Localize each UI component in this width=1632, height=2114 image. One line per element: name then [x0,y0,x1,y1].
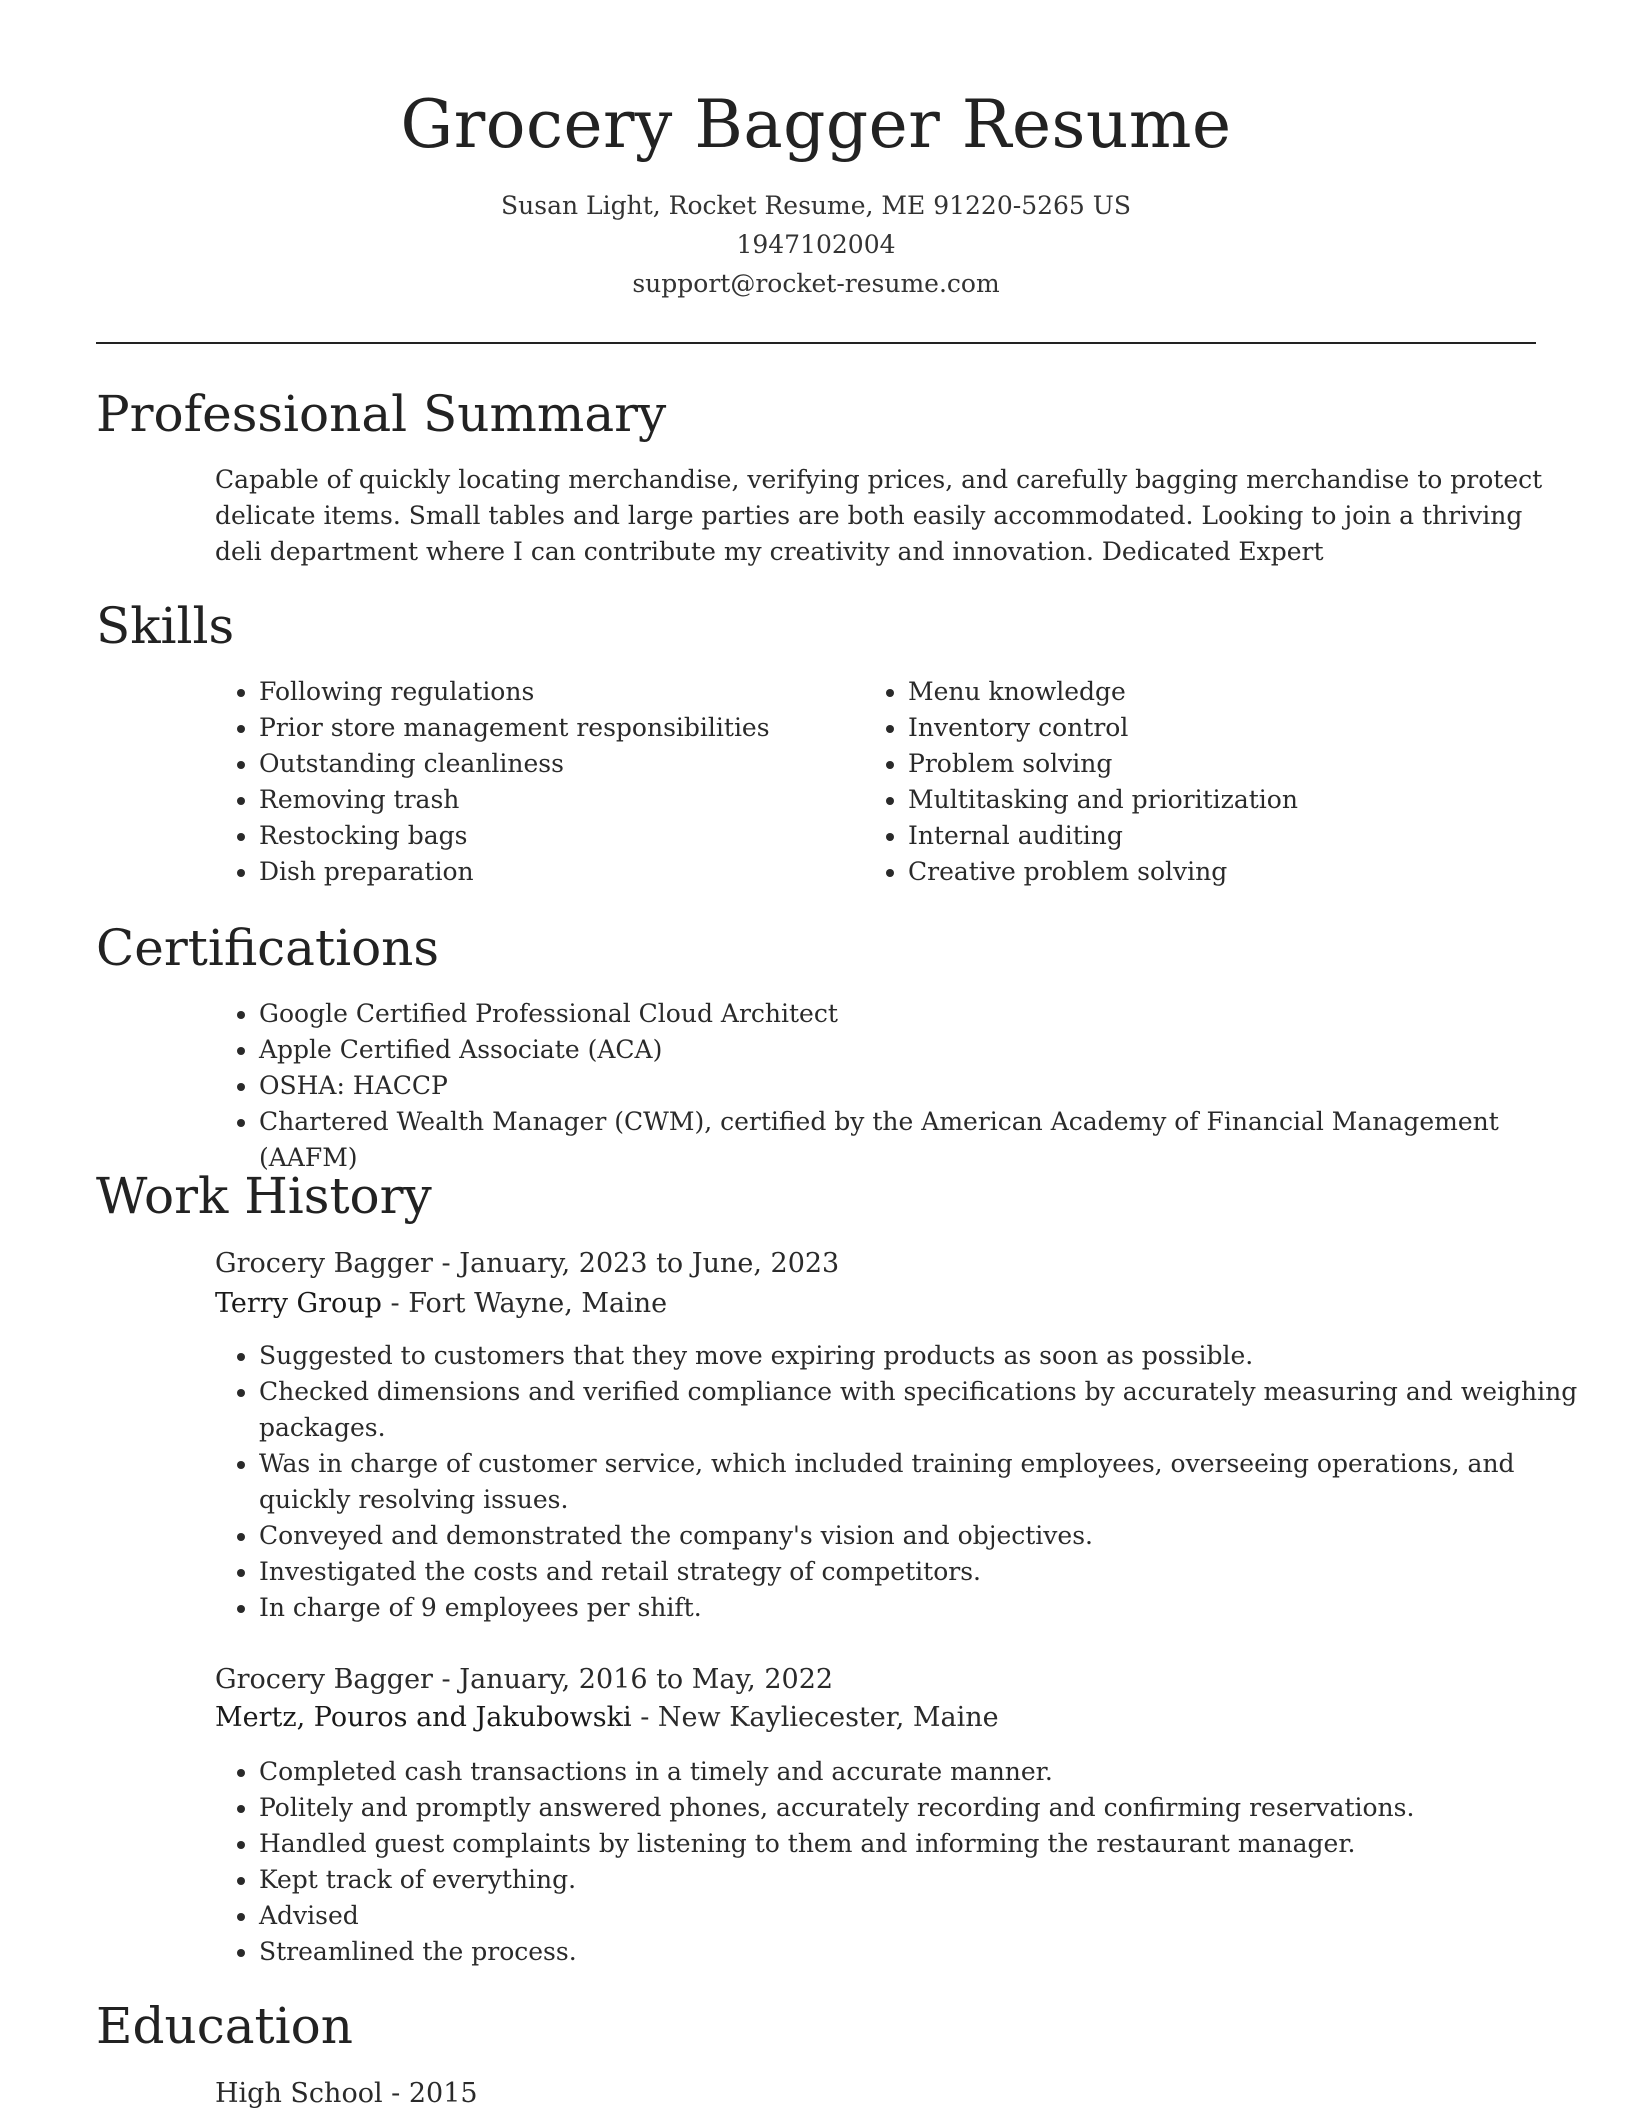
job-company-line [215,1284,667,1324]
job-bullets [215,1754,1589,1970]
job-bullet: • In charge of 9 employees per shift. [259,1590,1589,1626]
job-bullet: • Investigated the costs and retail strategy of competitors. [259,1554,1589,1590]
job-location: - Fort Wayne, Maine [381,1288,668,1319]
contact-email: support@rocket-resume.com [632,269,1000,298]
job-bullet: • Suggested to customers that they move expiring products as soon as possible. [259,1338,1589,1374]
job-bullet: • Conveyed and demonstrated the company's vision and objectives. [259,1518,1589,1554]
skill-item: • Internal auditing [908,818,1548,854]
job-bullet: • Handled guest complaints by listening to them and informing the restaurant manager. [259,1826,1589,1862]
job-title-line: Grocery Bagger - January, 2016 to May, 2022 [215,1664,834,1695]
skill-item: • Problem solving [908,746,1548,782]
skill-item: • Following regulations [259,674,819,710]
certification-item: • Google Certified Professional Cloud Architect [259,996,1589,1032]
certification-item: • OSHA: HACCP [259,1068,1589,1104]
job-bullet: • Was in charge of customer service, which included training employees, overseeing operations, and quickly resolving issues. [259,1446,1589,1518]
skills-list-right [864,674,1548,890]
contact-info [96,186,1536,303]
header-divider [96,342,1536,344]
work-history-heading: Work History [96,1167,432,1225]
skill-item: • Dish preparation [259,854,819,890]
job-bullet: • Kept track of everything. [259,1862,1589,1898]
certifications-heading: Certifications [96,919,440,977]
skill-item: • Inventory control [908,710,1548,746]
education-heading: Education [96,1997,353,2055]
job-company-name: Terry Group [215,1288,382,1319]
job-bullet: • Advised [259,1898,1589,1934]
job-bullet: • Streamlined the process. [259,1934,1589,1970]
resume-header [96,80,1536,303]
skill-item: • Creative problem solving [908,854,1548,890]
skills-list-left [215,674,819,890]
job-company-line [215,1698,999,1738]
job-title-line: Grocery Bagger - January, 2023 to June, 2023 [215,1248,840,1279]
certification-item: • Apple Certified Associate (ACA) [259,1032,1589,1068]
contact-phone: 1947102004 [736,230,896,259]
summary-text: Capable of quickly locating merchandise, verifying prices, and carefully bagging merchandise to protect delicate items. Small tables and large parties are both easily accommodated. Looking to join a thriving deli department where I can contribute my creativity and innovation. Dedicated Expert [215,465,1543,566]
skill-item: • Restocking bags [259,818,819,854]
skill-item: • Prior store management responsibilities [259,710,819,746]
skill-item: • Multitasking and prioritization [908,782,1548,818]
job-location: - New Kayliecester, Maine [631,1702,999,1733]
skill-item: • Outstanding cleanliness [259,746,819,782]
certifications-list [215,996,1589,1176]
education-entry: High School - 2015 [215,2078,478,2109]
job-bullet: • Completed cash transactions in a timely and accurate manner. [259,1754,1589,1790]
job-bullets [215,1338,1589,1626]
skills-heading: Skills [96,597,235,655]
contact-address: Susan Light, Rocket Resume, ME 91220-5265 US [501,191,1131,220]
skill-item: • Removing trash [259,782,819,818]
job-bullet: • Politely and promptly answered phones, accurately recording and confirming reservations. [259,1790,1589,1826]
skill-item: • Menu knowledge [908,674,1548,710]
job-company-name: Mertz, Pouros and Jakubowski [215,1702,632,1733]
job-bullet: • Checked dimensions and verified compliance with specifications by accurately measuring and weighing packages. [259,1374,1589,1446]
certification-item: • Chartered Wealth Manager (CWM), certified by the American Academy of Financial Management (AAFM) [259,1104,1589,1176]
summary-heading: Professional Summary [96,385,667,443]
resume-title: Grocery Bagger Resume [400,86,1232,163]
